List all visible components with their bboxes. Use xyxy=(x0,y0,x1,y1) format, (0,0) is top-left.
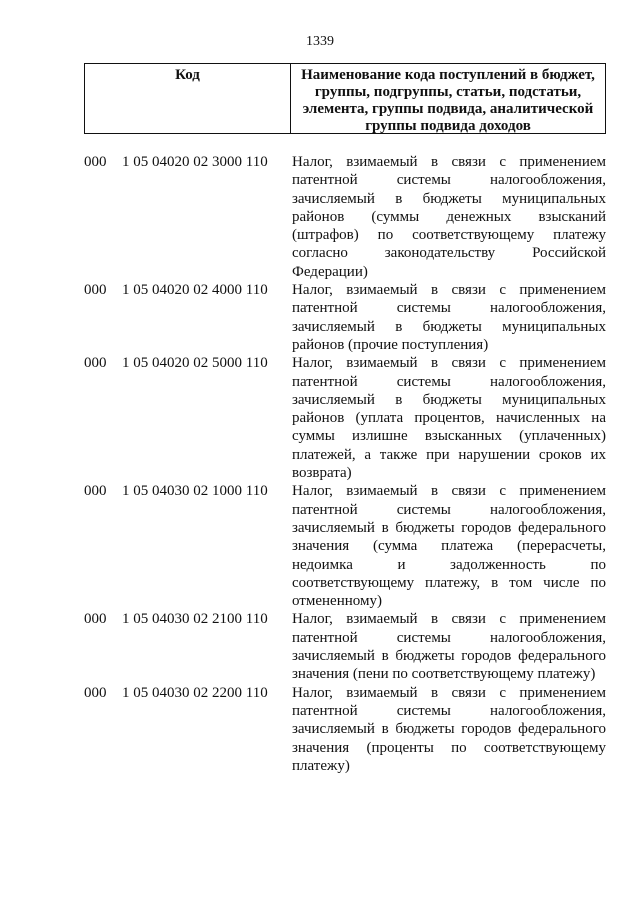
row-budget-code: 1 05 04020 02 3000 110 xyxy=(122,154,268,170)
row-description: Налог, взимаемый в связи с применением патентной системы налогообложения, зачисляемый в бюджеты городов федерального значения (пени по соответствующему платежу) xyxy=(292,611,606,683)
table-row xyxy=(84,354,606,482)
header-name-column: Наименование кода поступлений в бюджет, группы, подгруппы, статьи, подстатьи, элемента, группы подвида, аналитической группы подвида доходов xyxy=(301,67,595,134)
table-header xyxy=(84,63,606,134)
row-admin-code: 000 xyxy=(84,282,107,299)
table-row xyxy=(84,281,606,354)
table-row xyxy=(84,482,606,610)
row-admin-code: 000 xyxy=(84,611,107,628)
page-number: 1339 xyxy=(306,34,334,49)
row-description: Налог, взимаемый в связи с применением патентной системы налогообложения, зачисляемый в бюджеты муниципальных районов (уплата процентов, начисленных на суммы излишне взысканных (уплаченных) платежей, а также при нарушении сроков их возврата) xyxy=(292,355,606,482)
table-row xyxy=(84,610,606,683)
row-budget-code: 1 05 04020 02 5000 110 xyxy=(122,355,268,372)
row-admin-code: 000 xyxy=(84,483,107,500)
table-body xyxy=(84,153,606,775)
row-admin-code: 000 xyxy=(84,355,107,372)
header-code-column: Код xyxy=(85,64,291,133)
row-admin-code: 000 xyxy=(84,154,107,170)
row-budget-code: 1 05 04020 02 4000 110 xyxy=(122,282,268,299)
row-description: Налог, взимаемый в связи с применением патентной системы налогообложения, зачисляемый в бюджеты муниципальных районов (прочие поступления) xyxy=(292,282,606,353)
row-description: Налог, взимаемый в связи с применением патентной системы налогообложения, зачисляемый в бюджеты городов федерального значения (проценты по соответствующему платежу) xyxy=(292,684,606,774)
row-budget-code: 1 05 04030 02 2100 110 xyxy=(122,611,268,628)
row-budget-code: 1 05 04030 02 1000 110 xyxy=(122,483,268,500)
row-description: Налог, взимаемый в связи с применением патентной системы налогообложения, зачисляемый в бюджеты муниципальных районов (суммы денежных взысканий (штрафов) по соответствующему платежу согласно законодательству Российской Федерации) xyxy=(292,154,606,280)
table-row xyxy=(84,684,606,775)
row-admin-code: 000 xyxy=(84,684,107,701)
row-budget-code: 1 05 04030 02 2200 110 xyxy=(122,684,268,701)
table-row xyxy=(84,153,606,281)
row-description: Налог, взимаемый в связи с применением патентной системы налогообложения, зачисляемый в бюджеты городов федерального значения (сумма платежа (перерасчеты, недоимка и задолженность по соответствующему платежу, в том числе по отмененному) xyxy=(292,483,606,610)
